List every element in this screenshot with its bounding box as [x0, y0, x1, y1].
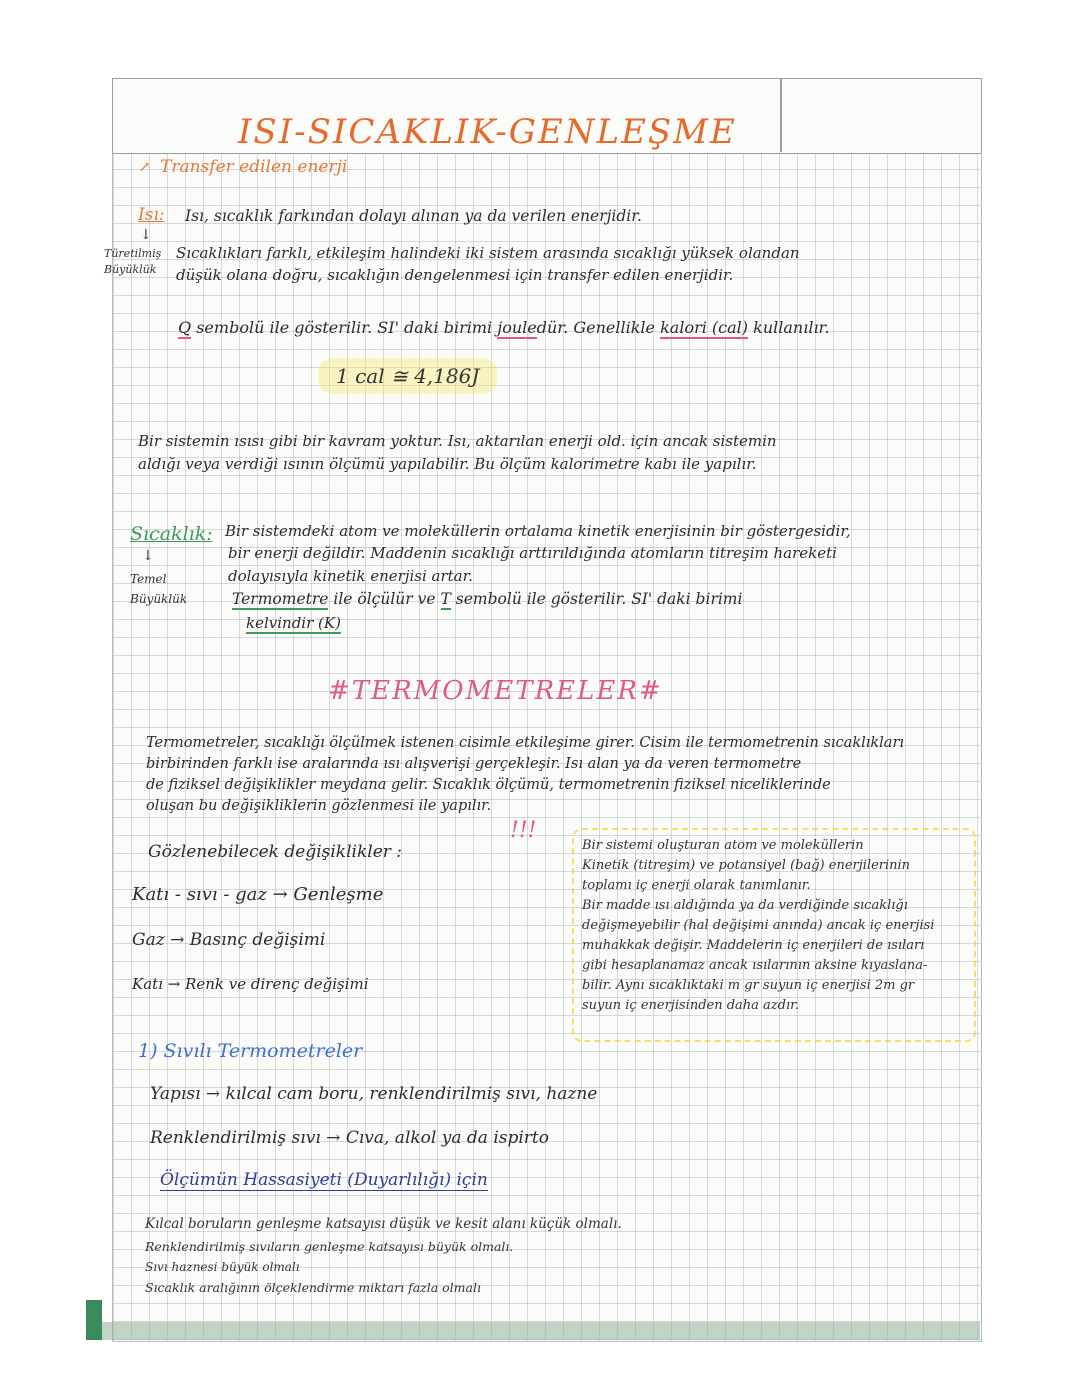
isi-line-4-c: kullanılır. — [753, 318, 830, 337]
page-title: ISI-SICAKLIK-GENLEŞME — [238, 112, 737, 152]
isi-line-1: Isı, sıcaklık farkından dolayı alınan ya da verilen enerjidir. — [185, 207, 642, 225]
down-arrow-icon-2: ↓ — [142, 548, 154, 564]
joule-word: joule — [497, 318, 537, 337]
isi-p2-line-1: Bir sistemin ısısı gibi bir kavram yoktur. Isı, aktarılan enerji old. için ancak sistemin — [138, 432, 777, 450]
sicaklik-type-1: Temel — [130, 572, 167, 586]
note-line: muhakkak değişir. Maddelerin iç enerjileri de ısıları — [582, 938, 925, 953]
term-p-line-1: Termometreler, sıcaklığı ölçülmek istenen cisimle etkileşime girer. Cisim ile termometrenin sıcaklıkları — [146, 735, 905, 751]
hassas-1: Kılcal boruların genleşme katsayısı düşük ve kesit alanı küçük olmalı. — [145, 1216, 622, 1232]
arrow-icon: ↗ — [138, 158, 151, 176]
kalori-word: kalori (cal) — [660, 318, 749, 337]
notebook-edge — [86, 1300, 102, 1340]
note-line: değişmeyebilir (hal değişimi anında) ancak iç enerjisi — [582, 918, 935, 933]
isi-line-4 — [178, 318, 830, 337]
kelvin-word: kelvindir (K) — [246, 614, 341, 632]
sicaklik-line-1: Bir sistemdeki atom ve moleküllerin ortalama kinetik enerjisinin bir göstergesidir, — [225, 522, 851, 540]
sicaklik-label: Sıcaklık: — [130, 523, 213, 545]
renk-line: Renklendirilmiş sıvı → Cıva, alkol ya da ispirto — [150, 1128, 549, 1148]
isi-line-4-a: sembolü ile gösterilir. SI' daki birimi — [196, 318, 493, 337]
obs-1: Katı - sıvı - gaz → Genleşme — [132, 884, 384, 905]
isi-label: Isı: — [138, 205, 165, 225]
isi-line-4-b: dür. Genellikle — [536, 318, 655, 337]
exclamation-icon: !!! — [510, 818, 537, 843]
termometreler-title: #TERMOMETRELER# — [328, 676, 663, 706]
sicaklik-line-3: dolayısıyla kinetik enerjisi artar. — [228, 567, 473, 585]
isi-line-3: düşük olana doğru, sıcaklığın dengelenmesi için transfer edilen enerjidir. — [176, 266, 734, 284]
hassas-2: Renklendirilmiş sıvıların genleşme katsayısı büyük olmalı. — [145, 1239, 514, 1254]
term-p-line-4: oluşan bu değişikliklerin gözlenmesi ile yapılır. — [146, 798, 492, 814]
note-line: bilir. Aynı sıcaklıktaki m gr suyun iç enerjisi 2m gr — [582, 978, 915, 993]
yapisi-line: Yapısı → kılcal cam boru, renklendirilmiş sıvı, hazne — [150, 1084, 598, 1104]
header-divider — [780, 78, 782, 152]
obs-2: Gaz → Basınç değişimi — [132, 930, 326, 950]
t-symbol: T — [440, 590, 451, 608]
note-line: gibi hesaplanamaz ancak ısılarının aksine kıyaslana- — [582, 958, 928, 973]
note-line: Bir sistemi oluşturan atom ve moleküllerin — [582, 838, 864, 853]
q-symbol: Q — [178, 318, 192, 337]
obs-title: Gözlenebilecek değişiklikler : — [148, 842, 403, 862]
sicaklik-line-5 — [246, 614, 341, 632]
hassasiyet-title: Ölçümün Hassasiyeti (Duyarlılığı) için — [160, 1170, 488, 1190]
isi-type-1: Türetilmiş — [104, 247, 162, 260]
cal-formula: 1 cal ≅ 4,186J — [318, 358, 497, 394]
note-line: Kinetik (titreşim) ve potansiyel (bağ) enerjilerinin — [582, 858, 911, 873]
note-line: suyun iç enerjisinden daha azdır. — [582, 998, 800, 1013]
note-line: Bir madde ısı aldığında ya da verdiğinde sıcaklığı — [582, 898, 908, 913]
termometre-word: Termometre — [232, 590, 329, 608]
hassas-4: Sıcaklık aralığının ölçeklendirme miktarı fazla olmalı — [145, 1280, 481, 1295]
term-p-line-3: de fiziksel değişiklikler meydana gelir. Sıcaklık ölçümü, termometrenin fiziksel niceliklerinde — [146, 777, 831, 793]
sivi-termometre-title: 1) Sıvılı Termometreler — [138, 1040, 363, 1062]
obs-3: Katı → Renk ve direnç değişimi — [132, 975, 369, 993]
sicaklik-type-2: Büyüklük — [130, 592, 188, 606]
notebook-bottom-strip — [102, 1322, 980, 1340]
sicaklik-line-4-a: ile ölçülür ve — [333, 590, 436, 608]
isi-type-2: Büyüklük — [104, 263, 157, 276]
sicaklik-line-2: bir enerji değildir. Maddenin sıcaklığı arttırıldığında atomların titreşim hareketi — [228, 544, 837, 562]
sicaklik-line-4-b: sembolü ile gösterilir. SI' daki birimi — [455, 590, 743, 608]
isi-line-2: Sıcaklıkları farklı, etkileşim halindeki iki sistem arasında sıcaklığı yüksek olandan — [176, 244, 800, 262]
down-arrow-icon: ↓ — [140, 227, 152, 243]
term-p-line-2: birbirinden farklı ise aralarında ısı alışverişi gerçekleşir. Isı alan ya da veren termometre — [146, 756, 802, 772]
transfer-note: Transfer edilen enerji — [160, 157, 348, 177]
hassas-3: Sıvı haznesi büyük olmalı — [145, 1260, 300, 1274]
sicaklik-line-4 — [232, 590, 742, 608]
isi-p2-line-2: aldığı veya verdiği ısının ölçümü yapılabilir. Bu ölçüm kalorimetre kabı ile yapılır. — [138, 455, 757, 473]
note-line: toplamı iç enerji olarak tanımlanır. — [582, 878, 811, 893]
